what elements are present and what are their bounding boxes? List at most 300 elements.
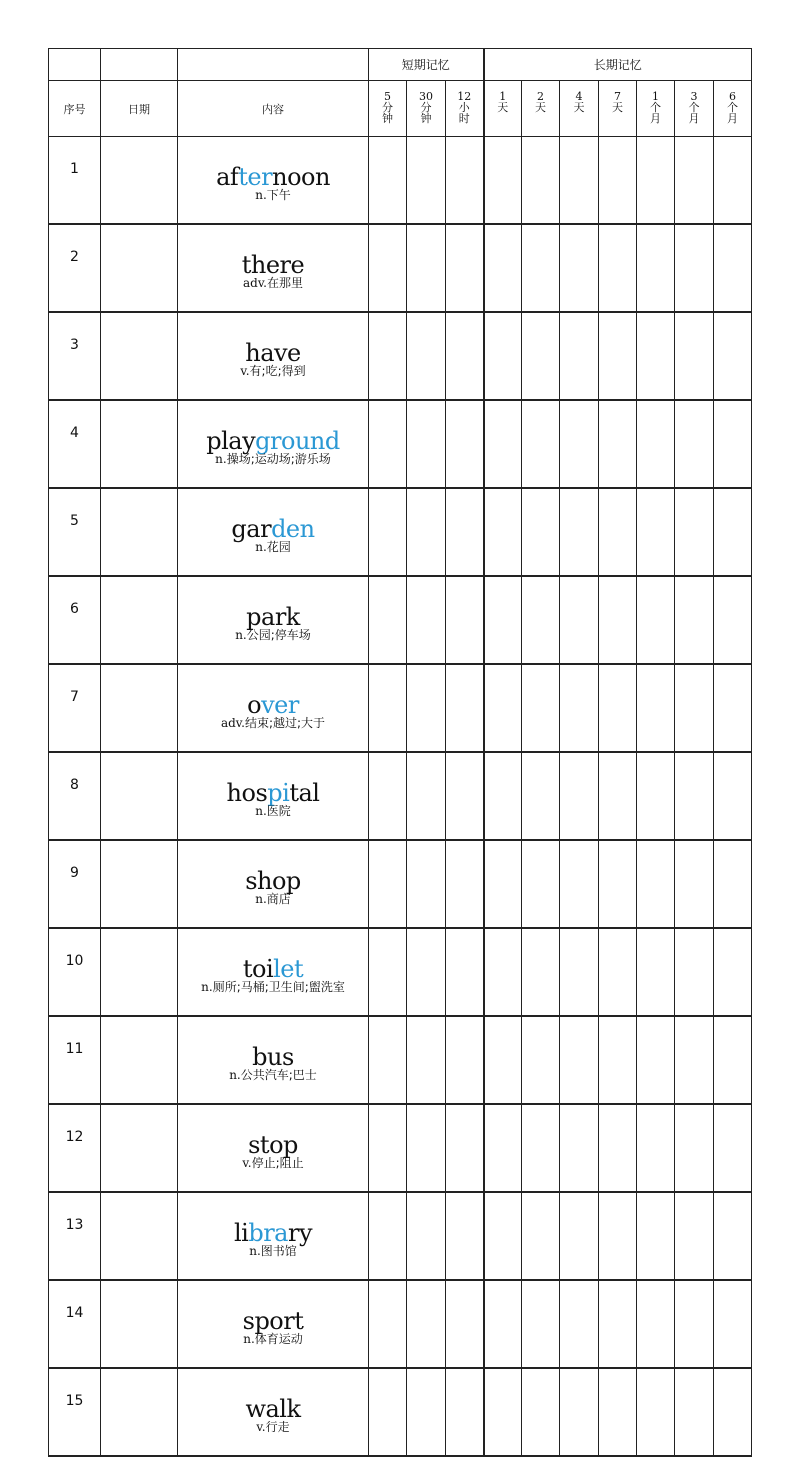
review-checkbox-cell[interactable] — [484, 928, 522, 1016]
interval-header — [714, 81, 752, 137]
chinese-meaning: 图书馆 — [260, 1243, 297, 1258]
review-checkbox-cell[interactable] — [714, 224, 752, 312]
review-checkbox-cell[interactable] — [407, 928, 446, 1016]
review-checkbox-cell[interactable] — [484, 840, 522, 928]
chinese-meaning: 停止;阻止 — [251, 1155, 304, 1170]
row-index: 14 — [49, 1280, 101, 1368]
review-checkbox-cell[interactable] — [560, 1368, 599, 1456]
word-syllable: sport — [242, 1306, 304, 1335]
word-entry — [178, 1303, 368, 1346]
review-checkbox-cell[interactable] — [714, 1368, 752, 1456]
chinese-meaning: 在那里 — [267, 275, 304, 290]
index-header: 序号 — [49, 81, 101, 137]
review-checkbox-cell[interactable] — [675, 576, 714, 664]
content-cell — [178, 488, 369, 576]
english-word — [242, 1306, 304, 1335]
row-index: 2 — [49, 224, 101, 312]
review-checkbox-cell[interactable] — [407, 1192, 446, 1280]
date-cell[interactable] — [101, 224, 178, 312]
review-checkbox-cell[interactable] — [522, 400, 560, 488]
blank-cell — [49, 49, 101, 81]
review-checkbox-cell[interactable] — [484, 1016, 522, 1104]
review-checkbox-cell[interactable] — [637, 400, 675, 488]
review-checkbox-cell[interactable] — [522, 840, 560, 928]
review-checkbox-cell[interactable] — [522, 752, 560, 840]
review-checkbox-cell[interactable] — [369, 1280, 407, 1368]
review-checkbox-cell[interactable] — [560, 137, 599, 225]
row-index: 3 — [49, 312, 101, 400]
review-checkbox-cell[interactable] — [522, 488, 560, 576]
review-checkbox-cell[interactable] — [599, 1368, 637, 1456]
review-checkbox-cell[interactable] — [369, 1104, 407, 1192]
review-checkbox-cell[interactable] — [560, 1104, 599, 1192]
review-checkbox-cell[interactable] — [637, 1280, 675, 1368]
review-checkbox-cell[interactable] — [484, 664, 522, 752]
word-entry — [178, 1391, 368, 1434]
content-cell — [178, 1368, 369, 1456]
review-checkbox-cell[interactable] — [407, 1016, 446, 1104]
date-cell[interactable] — [101, 400, 178, 488]
review-checkbox-cell[interactable] — [369, 488, 407, 576]
chinese-meaning: 操场;运动场;游乐场 — [226, 451, 331, 466]
english-word — [233, 1218, 313, 1247]
content-cell — [178, 400, 369, 488]
word-syllable: stop — [248, 1130, 298, 1159]
review-checkbox-cell[interactable] — [675, 664, 714, 752]
interval-header-char: 钟 — [420, 112, 432, 125]
review-checkbox-cell[interactable] — [522, 312, 560, 400]
review-checkbox-cell[interactable] — [407, 224, 446, 312]
word-entry — [178, 863, 368, 906]
review-checkbox-cell[interactable] — [446, 928, 484, 1016]
review-checkbox-cell[interactable] — [446, 1104, 484, 1192]
word-meaning — [240, 365, 305, 378]
blank-cell — [178, 49, 369, 81]
word-entry — [178, 511, 368, 554]
chinese-meaning: 有;吃;得到 — [249, 363, 306, 378]
review-checkbox-cell[interactable] — [637, 752, 675, 840]
review-checkbox-cell[interactable] — [522, 928, 560, 1016]
content-cell — [178, 928, 369, 1016]
review-checkbox-cell[interactable] — [484, 1192, 522, 1280]
review-checkbox-cell[interactable] — [446, 1280, 484, 1368]
review-checkbox-cell[interactable] — [560, 400, 599, 488]
review-checkbox-cell[interactable] — [522, 576, 560, 664]
review-checkbox-cell[interactable] — [714, 576, 752, 664]
english-word — [248, 1130, 298, 1159]
review-checkbox-cell[interactable] — [637, 224, 675, 312]
date-cell[interactable] — [101, 488, 178, 576]
review-checkbox-cell[interactable] — [484, 137, 522, 225]
review-checkbox-cell[interactable] — [560, 1016, 599, 1104]
interval-header-char: 小 — [458, 101, 470, 114]
review-checkbox-cell[interactable] — [599, 928, 637, 1016]
part-of-speech: adv. — [242, 275, 267, 290]
date-cell[interactable] — [101, 1016, 178, 1104]
review-checkbox-cell[interactable] — [599, 1280, 637, 1368]
review-checkbox-cell[interactable] — [484, 224, 522, 312]
word-meaning — [229, 1069, 317, 1082]
review-checkbox-cell[interactable] — [560, 576, 599, 664]
word-meaning — [215, 453, 331, 466]
word-meaning — [249, 1245, 297, 1258]
date-cell[interactable] — [101, 137, 178, 225]
review-checkbox-cell[interactable] — [599, 137, 637, 225]
interval-header-char: 7 — [614, 90, 621, 103]
review-checkbox-cell[interactable] — [675, 1016, 714, 1104]
review-checkbox-cell[interactable] — [637, 312, 675, 400]
review-checkbox-cell[interactable] — [675, 400, 714, 488]
review-checkbox-cell[interactable] — [675, 752, 714, 840]
content-cell — [178, 752, 369, 840]
review-checkbox-cell[interactable] — [446, 312, 484, 400]
word-entry — [178, 1039, 368, 1082]
review-checkbox-cell[interactable] — [637, 840, 675, 928]
blank-cell — [101, 49, 178, 81]
word-entry — [178, 599, 368, 642]
review-checkbox-cell[interactable] — [560, 840, 599, 928]
short-term-header: 短期记忆 — [369, 49, 484, 81]
chinese-meaning: 结束;越过;大于 — [244, 715, 326, 730]
interval-header-char: 1 — [499, 90, 507, 103]
word-meaning — [255, 893, 291, 906]
review-checkbox-cell[interactable] — [637, 1192, 675, 1280]
word-entry — [178, 423, 368, 466]
word-meaning — [243, 277, 303, 290]
review-checkbox-cell[interactable] — [484, 312, 522, 400]
review-checkbox-cell[interactable] — [637, 664, 675, 752]
review-checkbox-cell[interactable] — [599, 1192, 637, 1280]
review-checkbox-cell[interactable] — [446, 840, 484, 928]
review-checkbox-cell[interactable] — [369, 1192, 407, 1280]
interval-header — [637, 81, 675, 137]
interval-header-char: 12 — [457, 90, 472, 103]
review-checkbox-cell[interactable] — [522, 1016, 560, 1104]
review-checkbox-cell[interactable] — [637, 928, 675, 1016]
row-index: 1 — [49, 137, 101, 225]
review-checkbox-cell[interactable] — [599, 1104, 637, 1192]
word-syllable: tal — [289, 778, 320, 807]
interval-header-char: 时 — [458, 112, 470, 125]
word-meaning — [255, 541, 291, 554]
word-syllable: park — [246, 602, 300, 631]
word-syllable: o — [247, 690, 262, 719]
review-checkbox-cell[interactable] — [675, 928, 714, 1016]
review-checkbox-cell[interactable] — [599, 752, 637, 840]
review-checkbox-cell[interactable] — [369, 840, 407, 928]
review-checkbox-cell[interactable] — [560, 1192, 599, 1280]
review-checkbox-cell[interactable] — [407, 576, 446, 664]
date-cell[interactable] — [101, 928, 178, 1016]
review-checkbox-cell[interactable] — [369, 224, 407, 312]
word-syllable-highlighted: ground — [255, 426, 340, 455]
content-cell — [178, 1192, 369, 1280]
part-of-speech: n. — [255, 187, 267, 202]
table-row — [49, 1016, 752, 1104]
word-meaning — [221, 717, 325, 730]
review-checkbox-cell[interactable] — [407, 1368, 446, 1456]
review-checkbox-cell[interactable] — [599, 840, 637, 928]
content-cell — [178, 1016, 369, 1104]
content-cell — [178, 664, 369, 752]
word-entry — [178, 335, 368, 378]
review-checkbox-cell[interactable] — [522, 1104, 560, 1192]
word-entry — [178, 247, 368, 290]
review-checkbox-cell[interactable] — [522, 224, 560, 312]
review-checkbox-cell[interactable] — [560, 224, 599, 312]
word-syllable-highlighted: let — [273, 954, 304, 983]
date-cell[interactable] — [101, 664, 178, 752]
review-checkbox-cell[interactable] — [446, 1368, 484, 1456]
review-checkbox-cell[interactable] — [675, 1368, 714, 1456]
review-checkbox-cell[interactable] — [675, 312, 714, 400]
review-checkbox-cell[interactable] — [599, 576, 637, 664]
review-checkbox-cell[interactable] — [484, 488, 522, 576]
review-checkbox-cell[interactable] — [714, 840, 752, 928]
review-checkbox-cell[interactable] — [714, 664, 752, 752]
review-checkbox-cell[interactable] — [675, 1104, 714, 1192]
interval-header — [522, 81, 560, 137]
table-row — [49, 664, 752, 752]
review-checkbox-cell[interactable] — [369, 664, 407, 752]
review-checkbox-cell[interactable] — [675, 224, 714, 312]
review-checkbox-cell[interactable] — [407, 312, 446, 400]
review-checkbox-cell[interactable] — [484, 576, 522, 664]
review-checkbox-cell[interactable] — [446, 1016, 484, 1104]
review-checkbox-cell[interactable] — [369, 137, 407, 225]
review-checkbox-cell[interactable] — [369, 1016, 407, 1104]
review-checkbox-cell[interactable] — [714, 137, 752, 225]
chinese-meaning: 厕所;马桶;卫生间;盥洗室 — [212, 979, 345, 994]
review-checkbox-cell[interactable] — [714, 400, 752, 488]
english-word — [242, 954, 304, 983]
review-checkbox-cell[interactable] — [560, 488, 599, 576]
review-checkbox-cell[interactable] — [407, 840, 446, 928]
row-index: 10 — [49, 928, 101, 1016]
review-checkbox-cell[interactable] — [675, 488, 714, 576]
part-of-speech: v. — [242, 1155, 252, 1170]
table-row — [49, 840, 752, 928]
interval-header-char: 天 — [573, 101, 585, 114]
review-checkbox-cell[interactable] — [637, 1016, 675, 1104]
table-row — [49, 400, 752, 488]
review-checkbox-cell[interactable] — [522, 1280, 560, 1368]
word-syllable-highlighted: bra — [248, 1218, 288, 1247]
row-index: 8 — [49, 752, 101, 840]
review-checkbox-cell[interactable] — [369, 312, 407, 400]
review-checkbox-cell[interactable] — [714, 488, 752, 576]
content-cell — [178, 1104, 369, 1192]
word-meaning — [201, 981, 345, 994]
english-word — [246, 602, 300, 631]
review-checkbox-cell[interactable] — [369, 576, 407, 664]
chinese-meaning: 花园 — [266, 539, 291, 554]
review-checkbox-cell[interactable] — [599, 664, 637, 752]
review-checkbox-cell[interactable] — [560, 1280, 599, 1368]
word-entry — [178, 775, 368, 818]
word-entry — [178, 687, 368, 730]
chinese-meaning: 商店 — [266, 891, 291, 906]
english-word — [245, 1394, 301, 1423]
review-checkbox-cell[interactable] — [560, 664, 599, 752]
english-word — [247, 690, 299, 719]
review-checkbox-cell[interactable] — [407, 400, 446, 488]
review-checkbox-cell[interactable] — [637, 488, 675, 576]
review-checkbox-cell[interactable] — [522, 664, 560, 752]
table-row — [49, 928, 752, 1016]
word-syllable: noon — [272, 162, 330, 191]
part-of-speech: n. — [255, 539, 267, 554]
content-cell — [178, 1280, 369, 1368]
review-checkbox-cell[interactable] — [637, 137, 675, 225]
review-checkbox-cell[interactable] — [675, 840, 714, 928]
content-cell — [178, 312, 369, 400]
chinese-meaning: 公园;停车场 — [246, 627, 311, 642]
word-syllable: li — [233, 1218, 249, 1247]
review-checkbox-cell[interactable] — [446, 488, 484, 576]
review-checkbox-cell[interactable] — [522, 1368, 560, 1456]
review-checkbox-cell[interactable] — [407, 752, 446, 840]
row-index: 11 — [49, 1016, 101, 1104]
date-cell[interactable] — [101, 752, 178, 840]
review-checkbox-cell[interactable] — [560, 928, 599, 1016]
part-of-speech: n. — [201, 979, 213, 994]
review-checkbox-cell[interactable] — [599, 1016, 637, 1104]
interval-header — [560, 81, 599, 137]
review-checkbox-cell[interactable] — [407, 488, 446, 576]
date-cell[interactable] — [101, 840, 178, 928]
part-of-speech: n. — [243, 1331, 255, 1346]
column-header-row — [49, 81, 752, 137]
review-checkbox-cell[interactable] — [484, 1104, 522, 1192]
content-cell — [178, 840, 369, 928]
review-checkbox-cell[interactable] — [637, 576, 675, 664]
table-row — [49, 752, 752, 840]
review-checkbox-cell[interactable] — [714, 312, 752, 400]
review-checkbox-cell[interactable] — [369, 400, 407, 488]
review-checkbox-cell[interactable] — [522, 137, 560, 225]
part-of-speech: n. — [229, 1067, 241, 1082]
review-checkbox-cell[interactable] — [714, 1104, 752, 1192]
date-cell[interactable] — [101, 576, 178, 664]
review-checkbox-cell[interactable] — [446, 224, 484, 312]
table-row — [49, 576, 752, 664]
review-checkbox-cell[interactable] — [675, 137, 714, 225]
chinese-meaning: 行走 — [265, 1419, 290, 1434]
review-checkbox-cell[interactable] — [407, 1104, 446, 1192]
table-row — [49, 312, 752, 400]
review-checkbox-cell[interactable] — [369, 1368, 407, 1456]
interval-header-char: 分 — [382, 101, 393, 114]
review-checkbox-cell[interactable] — [484, 1280, 522, 1368]
chinese-meaning: 体育运动 — [254, 1331, 303, 1346]
interval-header — [407, 81, 446, 137]
row-index: 7 — [49, 664, 101, 752]
word-meaning — [256, 1421, 289, 1434]
review-checkbox-cell[interactable] — [637, 1368, 675, 1456]
review-checkbox-cell[interactable] — [446, 752, 484, 840]
review-checkbox-cell[interactable] — [369, 928, 407, 1016]
table-row — [49, 137, 752, 225]
review-checkbox-cell[interactable] — [484, 400, 522, 488]
word-syllable: ry — [287, 1218, 313, 1247]
row-index: 13 — [49, 1192, 101, 1280]
review-checkbox-cell[interactable] — [599, 400, 637, 488]
interval-header-char: 5 — [384, 90, 391, 103]
english-word — [241, 250, 305, 279]
review-checkbox-cell[interactable] — [446, 664, 484, 752]
review-checkbox-cell[interactable] — [407, 664, 446, 752]
review-checkbox-cell[interactable] — [407, 1280, 446, 1368]
row-index: 15 — [49, 1368, 101, 1456]
review-checkbox-cell[interactable] — [560, 312, 599, 400]
word-meaning — [235, 629, 311, 642]
review-checkbox-cell[interactable] — [407, 137, 446, 225]
review-checkbox-cell[interactable] — [599, 224, 637, 312]
interval-header-char: 个 — [727, 101, 738, 114]
review-checkbox-cell[interactable] — [446, 576, 484, 664]
interval-header-char: 1 — [652, 90, 659, 103]
review-checkbox-cell[interactable] — [714, 1192, 752, 1280]
date-cell[interactable] — [101, 312, 178, 400]
word-entry — [178, 1127, 368, 1170]
interval-header — [369, 81, 407, 137]
review-checkbox-cell[interactable] — [446, 1192, 484, 1280]
review-checkbox-cell[interactable] — [714, 928, 752, 1016]
english-word — [231, 514, 315, 543]
review-checkbox-cell[interactable] — [522, 1192, 560, 1280]
review-checkbox-cell[interactable] — [714, 752, 752, 840]
review-checkbox-cell[interactable] — [714, 1016, 752, 1104]
date-cell[interactable] — [101, 1192, 178, 1280]
review-checkbox-cell[interactable] — [446, 400, 484, 488]
word-syllable: there — [241, 250, 305, 279]
content-cell — [178, 137, 369, 225]
review-checkbox-cell[interactable] — [675, 1192, 714, 1280]
interval-header-char: 天 — [612, 101, 623, 114]
table-row — [49, 224, 752, 312]
english-word — [245, 866, 301, 895]
interval-header-char: 3 — [690, 90, 698, 103]
review-checkbox-cell[interactable] — [637, 1104, 675, 1192]
interval-header-char: 4 — [575, 90, 583, 103]
date-cell[interactable] — [101, 1104, 178, 1192]
word-syllable: bus — [252, 1042, 294, 1071]
review-checkbox-cell[interactable] — [675, 1280, 714, 1368]
review-checkbox-cell[interactable] — [599, 312, 637, 400]
word-meaning — [255, 805, 291, 818]
part-of-speech: adv. — [220, 715, 245, 730]
date-cell[interactable] — [101, 1368, 178, 1456]
part-of-speech: v. — [256, 1419, 266, 1434]
date-cell[interactable] — [101, 1280, 178, 1368]
word-syllable: af — [216, 162, 239, 191]
interval-header-char: 钟 — [382, 112, 393, 125]
content-header: 内容 — [178, 81, 369, 137]
word-syllable: have — [245, 338, 301, 367]
review-checkbox-cell[interactable] — [560, 752, 599, 840]
word-syllable: walk — [245, 1394, 301, 1423]
review-checkbox-cell[interactable] — [599, 488, 637, 576]
review-checkbox-cell[interactable] — [369, 752, 407, 840]
review-checkbox-cell[interactable] — [484, 1368, 522, 1456]
table-row — [49, 488, 752, 576]
review-checkbox-cell[interactable] — [714, 1280, 752, 1368]
review-checkbox-cell[interactable] — [446, 137, 484, 225]
part-of-speech: n. — [215, 451, 227, 466]
review-checkbox-cell[interactable] — [484, 752, 522, 840]
table-row — [49, 1280, 752, 1368]
